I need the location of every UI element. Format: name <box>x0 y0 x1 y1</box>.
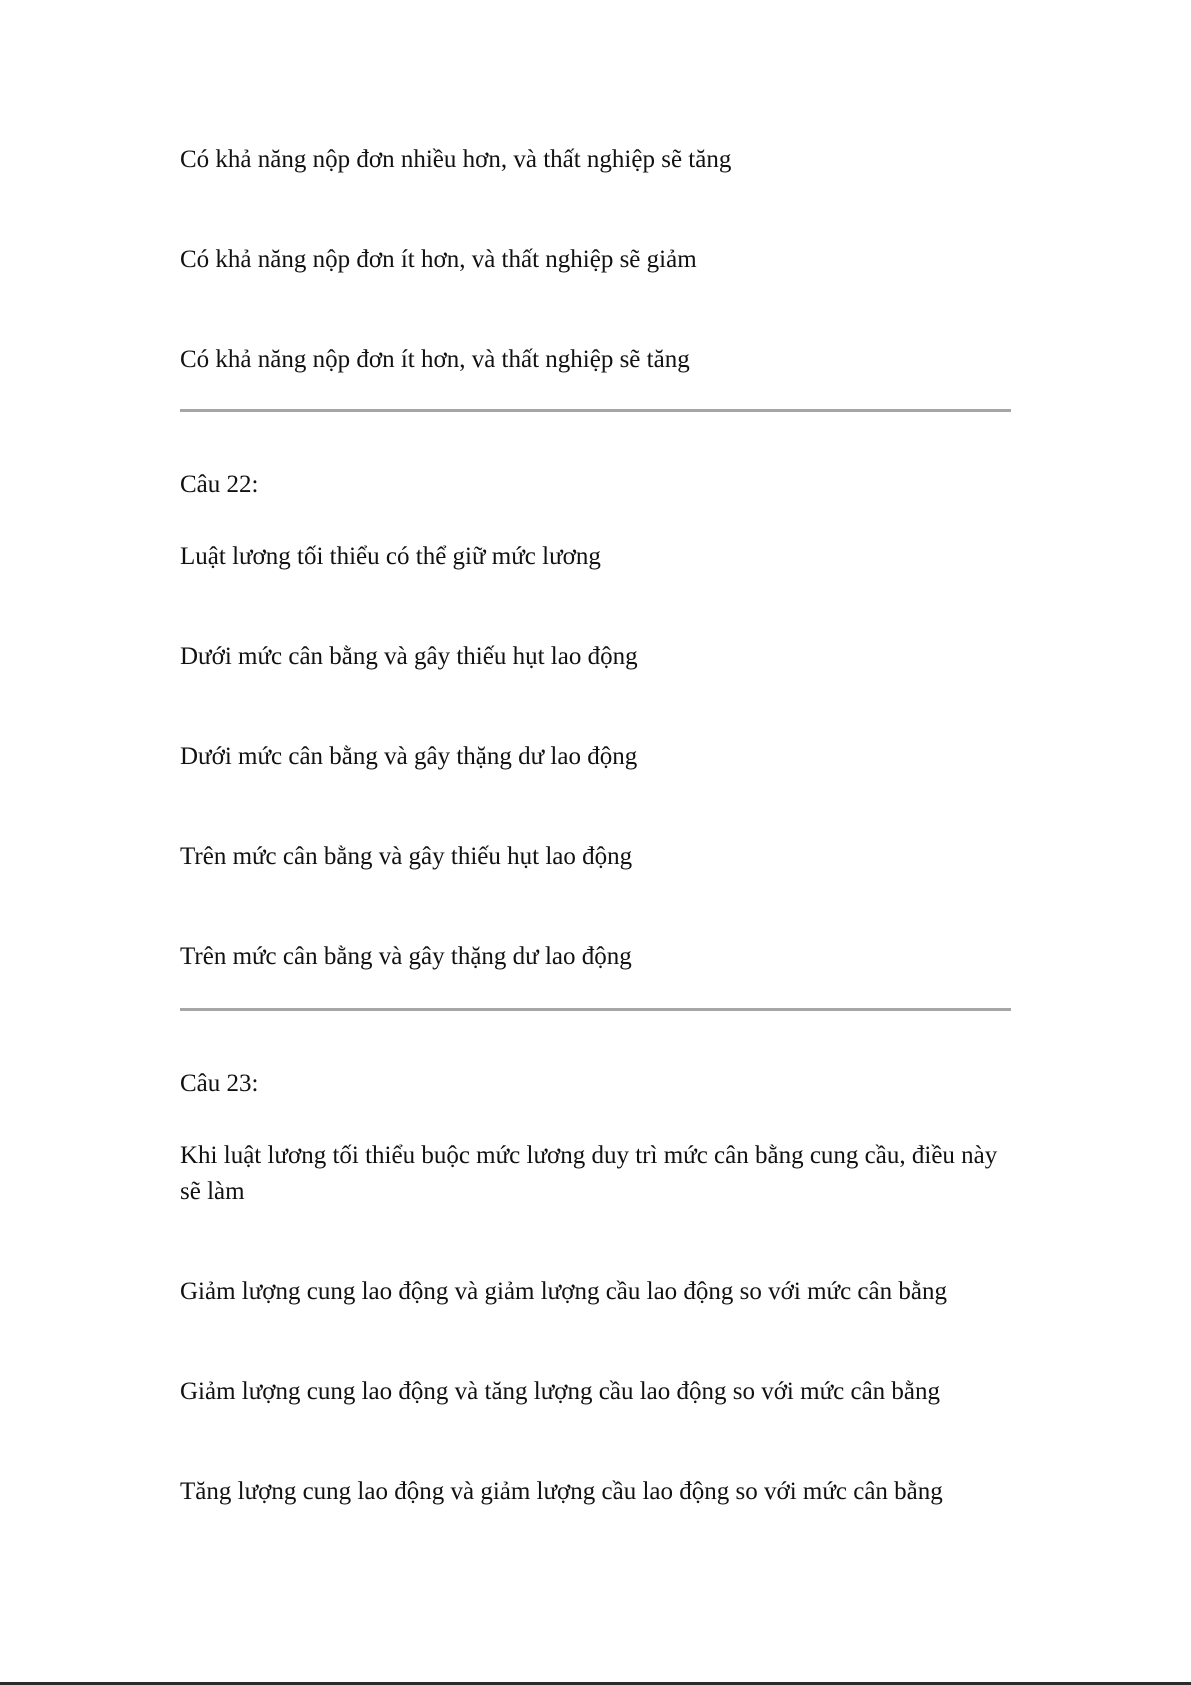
q22-option-1: Dưới mức cân bằng và gây thiếu hụt lao động <box>180 643 638 670</box>
q23-option-3: Tăng lượng cung lao động và giảm lượng cầu lao động so với mức cân bằng <box>180 1478 943 1505</box>
q22-label: Câu 22: <box>180 471 259 498</box>
q21-option-1: Có khả năng nộp đơn nhiều hơn, và thất nghiệp sẽ tăng <box>180 146 732 173</box>
q22-option-4: Trên mức cân bằng và gây thặng dư lao động <box>180 943 632 970</box>
q22-option-3: Trên mức cân bằng và gây thiếu hụt lao động <box>180 843 633 870</box>
question-divider <box>180 409 1011 412</box>
q23-question: Khi luật lương tối thiểu buộc mức lương duy trì mức cân bằng cung cầu, điều này sẽ làm <box>180 1142 998 1205</box>
question-divider <box>180 1008 1011 1011</box>
q22-option-2: Dưới mức cân bằng và gây thặng dư lao động <box>180 743 638 770</box>
q22-question: Luật lương tối thiểu có thể giữ mức lương <box>180 543 601 570</box>
q21-option-3: Có khả năng nộp đơn ít hơn, và thất nghiệp sẽ tăng <box>180 346 690 373</box>
q23-option-2: Giảm lượng cung lao động và tăng lượng cầu lao động so với mức cân bằng <box>180 1378 941 1405</box>
q21-option-2: Có khả năng nộp đơn ít hơn, và thất nghiệp sẽ giảm <box>180 246 697 273</box>
q23-option-1: Giảm lượng cung lao động và giảm lượng cầu lao động so với mức cân bằng <box>180 1278 947 1305</box>
q23-label: Câu 23: <box>180 1070 259 1097</box>
